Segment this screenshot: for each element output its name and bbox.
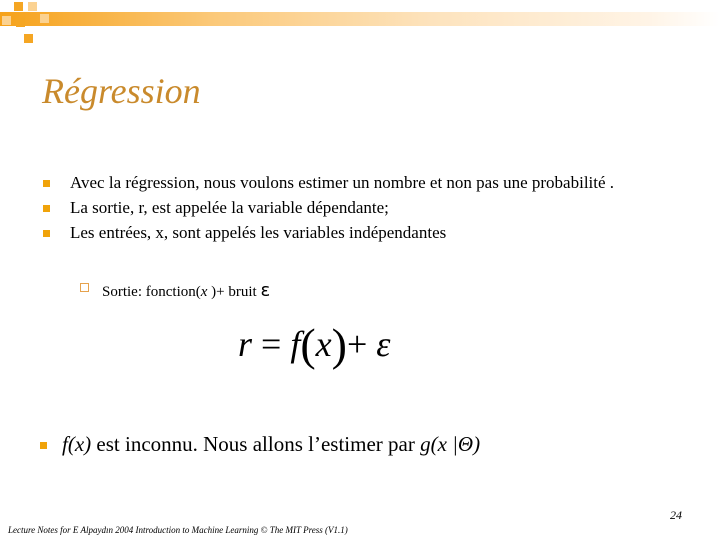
bottom-bullet-body: est inconnu. Nous allons l’estimer par <box>91 432 421 456</box>
decoration-square <box>28 2 37 11</box>
bullet-item <box>40 222 680 244</box>
equation-argument: x <box>315 324 332 364</box>
bullet-marker-icon <box>43 205 50 212</box>
equation-function: f <box>290 324 301 364</box>
bullet-text: Avec la régression, nous voulons estimer un nombre et non pas une probabilité . <box>70 173 615 192</box>
slide-title: Régression <box>42 71 201 111</box>
decoration-square <box>40 14 49 23</box>
decoration-square <box>14 2 23 11</box>
sub-bullet-epsilon: ε <box>260 280 271 301</box>
sub-bullet-var: x <box>200 284 208 300</box>
bottom-bullet-item <box>40 432 480 457</box>
sub-bullet-item <box>80 280 270 301</box>
footer-credit: Lecture Notes for E Alpaydın 2004 Introduction to Machine Learning © The MIT Press (V1.1) <box>8 525 348 535</box>
decoration-square <box>16 18 25 27</box>
bottom-bullet-function: f(x) <box>62 432 92 456</box>
decoration-square <box>2 16 11 25</box>
sub-bullet-prefix: Sortie: fonction( <box>102 284 201 300</box>
top-decoration-bar <box>0 12 720 26</box>
sub-bullet-text <box>80 280 271 301</box>
equation-left-paren: ( <box>300 319 316 370</box>
equation-noise: ε <box>376 324 391 364</box>
hollow-square-bullet-icon <box>80 283 89 292</box>
bullet-text: Les entrées, x, sont appelés les variables indépendantes <box>70 223 447 242</box>
equation-right-paren: ) <box>331 319 347 370</box>
regression-equation <box>238 318 390 371</box>
equation-equals: = <box>261 324 282 364</box>
equation-plus: + <box>346 324 368 364</box>
bottom-bullet-text <box>40 432 480 456</box>
bullet-list <box>40 172 680 247</box>
decoration-square <box>24 34 33 43</box>
bullet-item <box>40 197 680 219</box>
bullet-marker-icon <box>40 442 47 449</box>
page-number: 24 <box>670 508 682 522</box>
bullet-item <box>40 172 680 194</box>
bullet-text: La sortie, r, est appelée la variable dépendante; <box>70 198 389 217</box>
bullet-marker-icon <box>43 230 50 237</box>
bullet-marker-icon <box>43 180 50 187</box>
equation-lhs: r <box>238 324 253 364</box>
sub-bullet-mid: )+ bruit <box>207 284 261 300</box>
bottom-bullet-estimator: g(x |Θ) <box>420 432 481 456</box>
